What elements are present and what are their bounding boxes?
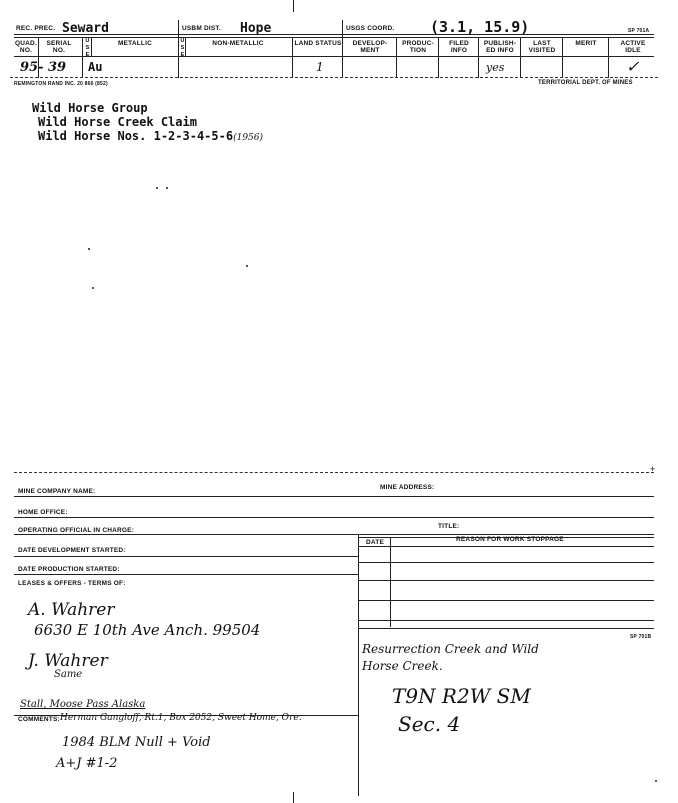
- right-panel-divider: [358, 534, 359, 796]
- usbm-dist-label: USBM DIST.: [182, 25, 221, 32]
- col-sep: [438, 38, 439, 78]
- col-sep: [178, 20, 179, 78]
- col-sep: [608, 38, 609, 78]
- col-last-visited: LAST VISITED: [528, 40, 556, 54]
- col-development: DEVELOP-MENT: [352, 40, 388, 54]
- col-metallic: METALLIC: [118, 40, 152, 47]
- form-number: SP 701A: [628, 28, 650, 34]
- rec-prec-value: Seward: [62, 21, 109, 36]
- col-sep: [520, 38, 521, 78]
- hand-address-1: 6630 E 10th Ave Anch. 99504: [34, 621, 261, 639]
- date-column-divider: [390, 537, 391, 627]
- reason-label: REASON FOR WORK STOPPAGE: [456, 536, 564, 543]
- col-land-status: LAND STATUS: [294, 40, 342, 47]
- typed-line: Wild Horse Creek Claim: [38, 115, 197, 129]
- form-rule: [14, 574, 358, 575]
- form-rule: [358, 546, 654, 547]
- col-published-info: PUBLISH-ED INFO: [483, 40, 517, 54]
- col-sep: [342, 20, 343, 78]
- form-rule: [358, 580, 654, 581]
- date-label: DATE: [366, 539, 385, 546]
- col-use-2: U S E: [180, 38, 185, 58]
- hand-township: T9N R2W SM: [392, 684, 531, 708]
- col-sep: [396, 38, 397, 78]
- land-status-value: 1: [316, 60, 324, 74]
- form-rule: [14, 517, 654, 518]
- form-rule: [358, 562, 654, 563]
- company-name-label: MINE COMPANY NAME:: [18, 488, 96, 495]
- hand-name-2: J. Wahrer: [28, 651, 108, 671]
- punch-mark: [293, 792, 294, 803]
- date-dev-label: DATE DEVELOPMENT STARTED:: [18, 547, 126, 554]
- active-idle-check: ✓: [626, 57, 640, 76]
- usgs-coord-value: (3.1, 15.9): [430, 18, 530, 36]
- leases-label: LEASES & OFFERS - TERMS OF:: [18, 580, 126, 587]
- usbm-dist-value: Hope: [240, 21, 272, 36]
- form-rule: [358, 620, 654, 621]
- col-sep: [185, 38, 186, 56]
- form-rule: [358, 600, 654, 601]
- form-rule: [14, 534, 654, 535]
- col-active-idle: ACTIVE IDLE: [620, 40, 646, 54]
- col-sep: [562, 38, 563, 78]
- title-label: TITLE:: [438, 523, 460, 530]
- typed-entries: [32, 101, 263, 145]
- tick-mark: +: [650, 464, 656, 474]
- hand-section: Sec. 4: [398, 712, 461, 736]
- dept-line: TERRITORIAL DEPT. OF MINES: [538, 80, 633, 86]
- header-rule-2: [14, 37, 654, 38]
- rec-prec-label: REC. PREC.: [16, 25, 56, 32]
- col-serial-no: SERIAL NO.: [46, 40, 72, 54]
- hand-aj: A+J #1-2: [56, 756, 118, 771]
- col-sep: [82, 38, 83, 78]
- printer-line: REMINGTON RAND INC. 20 866 (852): [14, 81, 108, 87]
- header-rule: [14, 34, 654, 35]
- col-sep: [91, 38, 92, 56]
- form-rule: [14, 496, 654, 497]
- mine-address-label: MINE ADDRESS:: [380, 484, 435, 491]
- col-merit: MERIT: [575, 40, 597, 47]
- col-production: PRODUC-TION: [402, 40, 434, 54]
- hand-location-2: Horse Creek.: [362, 659, 443, 673]
- typed-year: (1956): [233, 133, 264, 143]
- hand-name-1: A. Wahrer: [28, 600, 115, 620]
- usgs-coord-label: USGS COORD.: [346, 25, 395, 32]
- col-quad-no: QUAD. NO.: [15, 40, 37, 54]
- hand-same: Same: [54, 669, 83, 680]
- form-rule: [358, 628, 654, 629]
- hand-stall: Stall, Moose Pass Alaska: [20, 699, 146, 710]
- card-top-edge: [14, 472, 654, 473]
- form-rule: [14, 556, 358, 557]
- col-use-1: U S E: [85, 38, 90, 58]
- typed-line: Wild Horse Nos. 1-2-3-4-5-6(1956): [38, 129, 264, 143]
- heading-rule: [14, 56, 654, 57]
- row-rule: [10, 77, 658, 78]
- date-prod-label: DATE PRODUCTION STARTED:: [18, 566, 120, 573]
- col-sep: [292, 38, 293, 78]
- punch-mark: [293, 0, 294, 12]
- hand-comments: Herman Gangloff, Rt.1, Box 2052, Sweet Home, Ore.: [60, 713, 302, 723]
- typed-line: Wild Horse Group: [32, 101, 148, 115]
- operating-official-label: OPERATING OFFICIAL IN CHARGE:: [18, 527, 135, 534]
- col-filed-info: FILED INFO: [449, 40, 469, 54]
- hand-blm: 1984 BLM Null + Void: [62, 735, 211, 750]
- quad-serial-value: 95- 39: [20, 60, 67, 75]
- home-office-label: HOME OFFICE:: [18, 509, 68, 516]
- published-info-value: yes: [486, 61, 505, 74]
- metallic-value: Au: [88, 60, 103, 74]
- col-non-metallic: NON-METALLIC: [212, 40, 264, 47]
- col-sep: [478, 38, 479, 78]
- hand-location-1: Resurrection Creek and Wild: [362, 642, 539, 656]
- comments-label: COMMENTS:: [18, 716, 60, 723]
- form-number-b: SP 701B: [630, 634, 652, 640]
